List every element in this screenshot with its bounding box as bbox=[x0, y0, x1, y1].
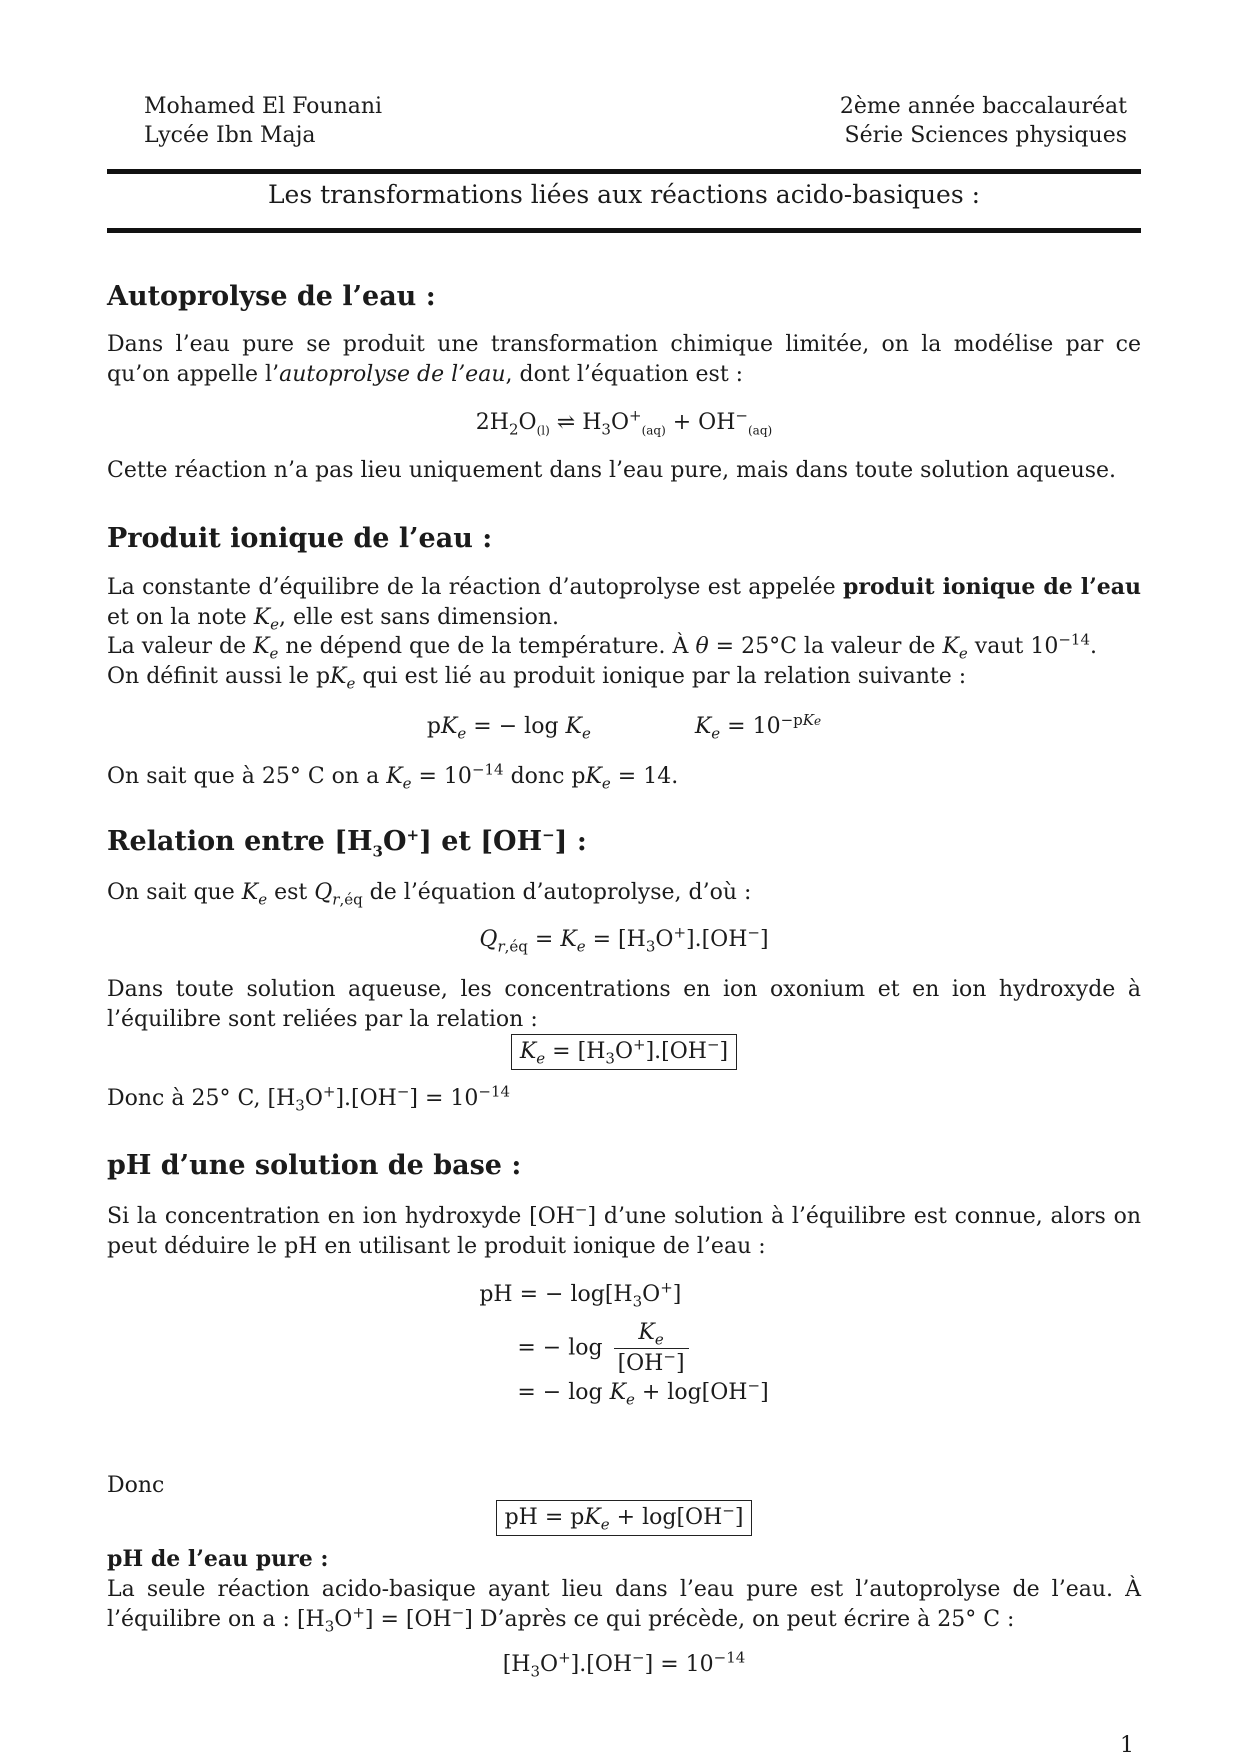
heading-relation: Relation entre $[H_3O^+]$ et [OH−] : bbox=[107, 826, 587, 861]
paragraph-relation: Dans toute solution aqueuse, les concentrations en ion oxonium et en ion hydroxyde à l’équilibre sont reliées par la relation : bbox=[107, 977, 1141, 1032]
bottom-rule bbox=[107, 228, 1141, 233]
equation-ph-boxed: pH = $pK_e + \log[OH^-]$ bbox=[107, 1500, 1141, 1536]
paragraph-autoprolyse-intro: Dans l’eau pure se produit une transformation chimique limitée, on la modélise par ce qu’on appelle l’autoprolyse de l’eau, dont l’équation est : bbox=[107, 332, 1141, 387]
paragraph-ke-temperature: La valeur de $K_e$ ne dépend que de la température. À θ = 25°C la valeur de $K_e$ vaut $10^{-14}$. bbox=[107, 630, 1097, 663]
level-label: 2ème année baccalauréat bbox=[839, 94, 1127, 119]
paragraph-ph-eau-pure: La seule réaction acido-basique ayant lieu dans l’eau pure est l’autoprolyse de l’eau. À l’équilibre on a : $[H_3O^+] = [OH^-]$ D’après ce qui précède, on peut écrire à 25° C : bbox=[107, 1577, 1141, 1636]
school-name: Lycée Ibn Maja bbox=[144, 123, 316, 148]
heading-autoprolyse: Autoprolyse de l’eau : bbox=[107, 281, 436, 312]
equation-eau-pure: $[H_3O^+].[OH^-] = 10^{-14}$ bbox=[502, 1648, 746, 1681]
paragraph-ke-qreq: On sait que $K_e$ est $Q_{r,éq}$ de l’équation d’autoprolyse, d’où : bbox=[107, 880, 752, 909]
paragraph-ke-definition: La constante d’équilibre de la réaction d’autoprolyse est appelée produit ionique de l’eau et on la note $K_e$, elle est sans dimension. bbox=[107, 574, 1141, 634]
author-name: Mohamed El Founani bbox=[144, 94, 383, 119]
equation-pke: $pK_e$ = − $\log K_e$ $K_e = 10^{-pKe}$ bbox=[426, 710, 822, 743]
paragraph-relation-25c: Donc à 25° C, $[H_3O^+].[OH^-] = 10^{-14}$ bbox=[107, 1082, 511, 1115]
equation-ke-boxed: $K_e = [H_3O^+].[OH^-]$ bbox=[107, 1034, 1141, 1070]
paragraph-ph-base: Si la concentration en ion hydroxyde [OH−] d’une solution à l’équilibre est connue, alors on peut déduire le pH en utilisant le produit ionique de l’eau : bbox=[107, 1200, 1141, 1259]
paragraph-pke-intro: On définit aussi le $pK_e$ qui est lié au produit ionique par la relation suivante : bbox=[107, 664, 967, 693]
page-title: Les transformations liées aux réactions acido-basiques : bbox=[267, 180, 981, 209]
paragraph-pke-value: On sait que à 25° C on a $K_e = 10^{-14}$ donc $pK_e = 14$. bbox=[107, 760, 679, 793]
equation-autoprolyse: $2H_2O_{(l)}$ ⇌ $H_3O^+_{(aq)} + OH^-_{(aq)}$ bbox=[475, 406, 773, 439]
top-rule bbox=[107, 169, 1141, 174]
equation-qreq: $Q_{r,éq} = K_e = [H_3O^+].[OH^-]$ bbox=[479, 923, 769, 956]
heading-ph-eau-pure: pH de l’eau pure : bbox=[107, 1546, 329, 1572]
page-number: 1 bbox=[1120, 1733, 1134, 1758]
paragraph-donc: Donc bbox=[107, 1473, 165, 1498]
track-label: Série Sciences physiques bbox=[844, 123, 1127, 148]
equation-ph-derivation: pH = − $\log[H_3O^+]$ = − log $\frac{K_e}{[OH^-]}$ = − $\log K_e + \log[OH^-]$ bbox=[479, 1278, 769, 1409]
paragraph-autoprolyse-note: Cette réaction n’a pas lieu uniquement dans l’eau pure, mais dans toute solution aqueuse. bbox=[107, 458, 1117, 483]
heading-produit-ionique: Produit ionique de l’eau : bbox=[107, 523, 493, 554]
heading-ph-base: pH d’une solution de base : bbox=[107, 1150, 522, 1181]
